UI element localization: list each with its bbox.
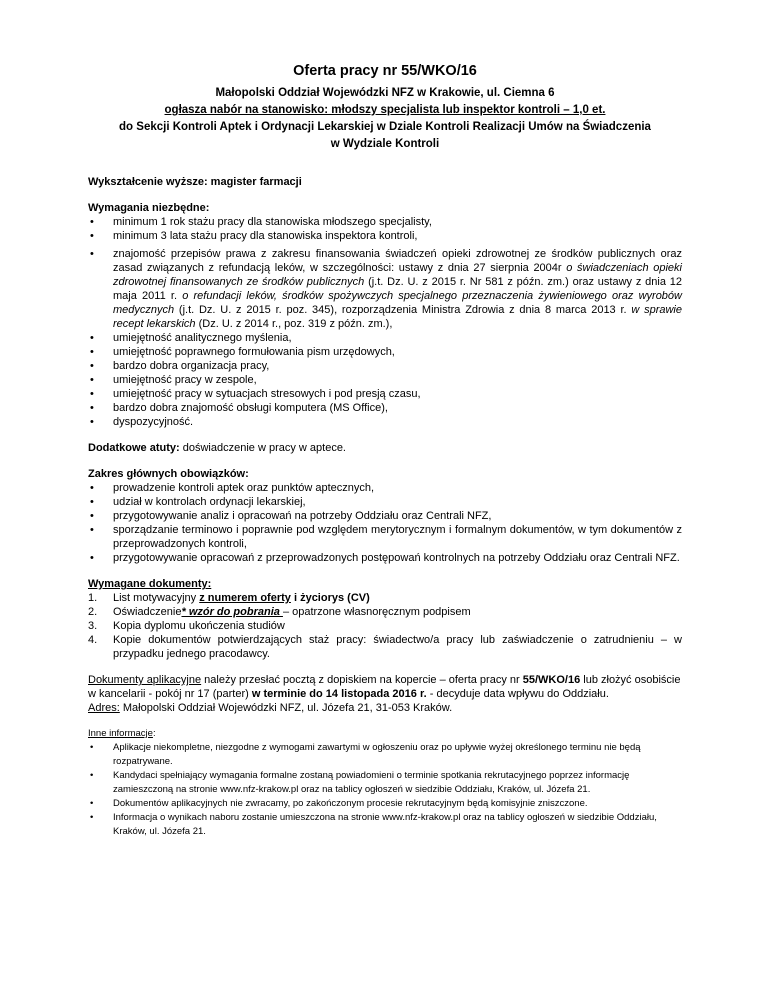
education-requirement: Wykształcenie wyższe: magister farmacji [88,176,302,188]
list-item: • Informacja o wynikach naboru zostanie umieszczona na stronie www.nfz-krakow.pl oraz na tablicy ogłoszeń w siedzibie Oddziału, Kraków, ul. Józefa 21. [88,811,682,839]
duties-list [88,481,682,565]
other-info-heading: Inne informacje: [88,728,156,739]
requirements-list [88,215,682,429]
extra-assets: Dodatkowe atuty: doświadczenie w pracy w aptece. [88,442,346,454]
application-section [88,673,682,715]
list-item: • prowadzenie kontroli aptek oraz punktów aptecznych, [88,481,682,495]
list-item: • umiejętność pracy w sytuacjach stresowych i pod presją czasu, [88,387,682,401]
list-item: 3. Kopia dyplomu ukończenia studiów [88,620,285,632]
list-item: 2. Oświadczenie* wzór do pobrania – opatrzone własnoręcznym podpisem [88,606,471,618]
template-download-link[interactable]: * wzór do pobrania [181,606,283,618]
documents-heading: Wymagane dokumenty: [88,578,212,590]
list-item: • bardzo dobra znajomość obsługi komputera (MS Office), [88,401,682,415]
documents-section [88,577,682,661]
requirements-heading: Wymagania niezbędne: [88,202,210,214]
list-item: • przygotowywanie opracowań z przeprowadzonych postępowań kontrolnych na potrzeby Oddziału oraz Centrali NFZ. [88,551,682,565]
list-item: • umiejętność pracy w zespole, [88,373,682,387]
list-item: • bardzo dobra organizacja pracy, [88,359,682,373]
list-item: • Kandydaci spełniający wymagania formalne zostaną powiadomieni o terminie spotkania rekrutacyjnego poprzez informację zamieszczoną na stronie www.nfz-krakow.pl oraz na tablicy ogłoszeń w siedzibie Oddziału, Kraków, ul. Józefa 21. [88,769,682,797]
section-line: do Sekcji Kontroli Aptek i Ordynacji Lekarskiej w Dziale Kontroli Realizacji Umów na Świadczenia [119,121,651,133]
list-item: • Dokumentów aplikacyjnych nie zwracamy, po zakończonym procesie rekrutacyjnym będą komisyjnie zniszczone. [88,797,682,811]
list-item: • Aplikacje niekompletne, niezgodne z wymogami zawartymi w ogłoszeniu oraz po upływie wyżej określonego terminu nie będą rozpatrywane. [88,741,682,769]
list-item: 4. Kopie dokumentów potwierdzających staż pracy: świadectwo/a pracy lub zaświadczenie o zatrudnieniu – w przypadku jednego pracodawcy. [88,634,682,660]
other-info-section [88,727,682,839]
other-info-list [88,741,682,839]
offer-title: Oferta pracy nr 55/WKO/16 [293,63,477,79]
list-item: • minimum 1 rok stażu pracy dla stanowiska młodszego specjalisty, [88,215,682,229]
duties-section [88,467,682,565]
duties-heading: Zakres głównych obowiązków: [88,468,249,480]
application-instructions: Dokumenty aplikacyjne należy przesłać pocztą z dopiskiem na kopercie – oferta pracy nr 55/WKO/16 lub złożyć osobiście w kancelarii - pokój nr 17 (parter) w terminie do 14 listopada 2016 r. - decyduje data wpływu do Oddziału. [88,674,681,700]
employer-line: Małopolski Oddział Wojewódzki NFZ w Krakowie, ul. Ciemna 6 [215,87,555,99]
list-item: • sporządzanie terminowo i poprawnie pod względem merytorycznym i formalnym dokumentów, w tym dokumentów z przeprowadzonych kontroli, [88,523,682,551]
list-item: 1. List motywacyjny z numerem oferty i życiorys (CV) [88,592,370,604]
list-item: • umiejętność poprawnego formułowania pism urzędowych, [88,345,682,359]
list-item: • dyspozycyjność. [88,415,682,429]
position-line: ogłasza nabór na stanowisko: młodszy specjalista lub inspektor kontroli – 1,0 et. [164,104,606,116]
list-item: • minimum 3 lata stażu pracy dla stanowiska inspektora kontroli, [88,229,682,243]
address-line: Adres: Małopolski Oddział Wojewódzki NFZ, ul. Józefa 21, 31-053 Kraków. [88,702,453,714]
documents-list [88,591,682,661]
list-item: • przygotowywanie analiz i opracowań na potrzeby Oddziału oraz Centrali NFZ, [88,509,682,523]
requirements-section [88,201,682,429]
department-line: w Wydziale Kontroli [330,138,440,150]
list-item: • umiejętność analitycznego myślenia, [88,331,682,345]
list-item: • udział w kontrolach ordynacji lekarskiej, [88,495,682,509]
list-item: • znajomość przepisów prawa z zakresu finansowania świadczeń opieki zdrowotnej ze środków publicznych oraz zasad związanych z refundacją leków, w szczególności: ustawy z dnia 27 sierpnia 2004r o świadczeniach opieki zdrowotnej finansowanych ze środków publicznych (j.t. Dz. U. z 2015 r. Nr 581 z późn. zm.) oraz ustawy z dnia 12 maja 2011 r. o refundacji leków, środków spożywczych specjalnego przeznaczenia żywieniowego oraz wyrobów medycznych (j.t. Dz. U. z 2015 r. poz. 345), rozporządzenia Ministra Zdrowia z dnia 8 marca 2013 r. w sprawie recept lekarskich (Dz. U. z 2014 r., poz. 319 z późn. zm.), [88,247,682,331]
